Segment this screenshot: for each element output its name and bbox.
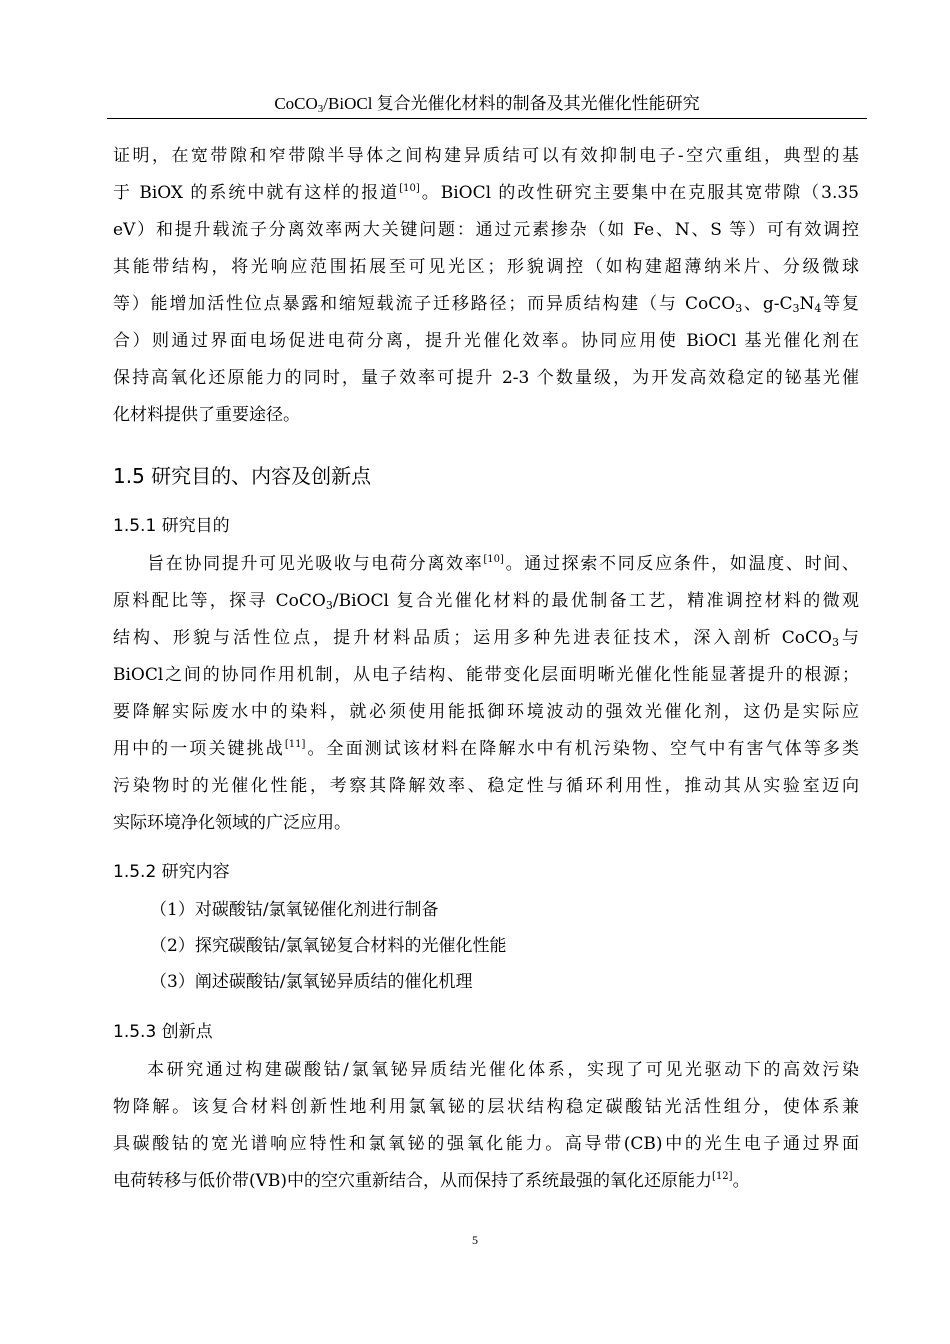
text-segment: 于 BiOX 的系统中就有这样的报道 [113,183,400,203]
text-line [113,546,859,583]
text-line: 具碳酸钴的宽光谱响应特性和氯氧铋的强氧化能力。高导带(CB)中的光生电子通过界面 [113,1134,859,1154]
header-rule [107,118,867,119]
text-line [113,731,859,768]
citation-ref: [11] [284,739,306,750]
page-number: 5 [472,1233,478,1247]
header-subscript: 3 [317,103,324,115]
text-line: BiOCl之间的协同作用机制，从电子结构、能带变化层面明晰光催化性能显著提升的根源； [113,665,859,685]
text-segment: 等）能增加活性位点暴露和缩短载流子迁移路径；而异质结构建（与 CoCO [113,294,736,314]
text-segment: 。BiOCl 的改性研究主要集中在克服其宽带隙（3.35 [419,183,859,203]
citation-ref: [10] [483,554,504,565]
text-segment: 用中的一项关键挑战 [113,739,285,759]
text-segment: N [799,294,815,314]
section-heading-1-5: 1.5 研究目的、内容及创新点 [113,464,372,488]
text-line [113,620,859,657]
subscript: 3 [325,599,333,612]
text-line: 其能带结构，将光响应范围拓展至可见光区；形貌调控（如构建超薄纳米片、分级微球 [113,257,859,277]
text-segment: 电荷转移与低价带(VB)中的空穴重新结合，从而保持了系统最强的氧化还原能力 [113,1171,713,1191]
subscript: 3 [735,302,743,315]
text-line: 实际环境净化领域的广泛应用。 [113,813,351,833]
text-line: 要降解实际废水中的染料，就必须使用能抵御环境波动的强效光催化剂，这仍是实际应 [113,702,859,722]
text-segment: 。 [732,1171,750,1191]
section-heading-1-5-2: 1.5.2 研究内容 [113,862,230,882]
text-line: eV）和提升载流子分离效率两大关键问题：通过元素掺杂（如 Fe、N、S 等）可有效调控 [113,220,859,240]
text-line: 污染物时的光催化性能，考察其降解效率、稳定性与循环利用性，推动其从实验室迈向 [113,776,859,796]
text-line: 化材料提供了重要途径。 [113,405,300,425]
text-segment: 。全面测试该材料在降解水中有机污染物、空气中有害气体等多类 [305,739,860,759]
text-segment: 旨在协同提升可见光吸收与电荷分离效率 [147,554,484,574]
header-title-part: CoCO [274,94,318,113]
text-line [113,583,859,620]
text-line: 保持高氧化还原能力的同时，量子效率可提升 2-3 个数量级，为开发高效稳定的铋基光催 [113,368,859,388]
text-line: 证明，在宽带隙和窄带隙半导体之间构建异质结可以有效抑制电子-空穴重组，典型的基 [113,146,859,166]
text-segment: 与 [838,628,859,648]
text-line: 本研究通过构建碳酸钴/氯氧铋异质结光催化体系，实现了可见光驱动下的高效污染 [147,1060,859,1080]
text-segment: 。通过探索不同反应条件，如温度、时间、 [503,554,859,574]
subscript: 3 [792,302,800,315]
text-line: 物降解。该复合材料创新性地利用氯氧铋的层状结构稳定碳酸钴光活性组分，使体系兼 [113,1097,859,1117]
text-segment: /BiOCl 复合光催化材料的最优制备工艺，精准调控材料的微观 [332,591,859,611]
section-heading-1-5-1: 1.5.1 研究目的 [113,516,230,536]
text-segment: 原料配比等，探寻 CoCO [113,591,326,611]
text-line: 合）则通过界面电场促进电荷分离，提升光催化效率。协同应用使 BiOCl 基光催化剂在 [113,331,859,351]
list-item: （1）对碳酸钴/氯氧铋催化剂进行制备 [150,900,439,920]
list-item: （3）阐述碳酸钴/氯氧铋异质结的催化机理 [150,972,473,992]
citation-ref: [12] [712,1171,733,1182]
list-item: （2）探究碳酸钴/氯氧铋复合材料的光催化性能 [150,936,507,956]
text-line [113,1163,859,1200]
running-header [107,92,867,116]
header-title-part: /BiOCl 复合光催化材料的制备及其光催化性能研究 [323,94,700,113]
innovation-paragraph [113,1052,859,1200]
subscript: 3 [831,636,839,649]
subscript: 4 [814,302,822,315]
text-segment: 、g-C [742,294,793,314]
research-purpose-paragraph [113,546,859,842]
text-line [113,286,859,323]
intro-paragraph [113,138,859,434]
text-segment: 结构、形貌与活性位点，提升材料品质；运用多种先进表征技术，深入剖析 CoCO [113,628,832,648]
text-segment: 等复 [821,294,860,314]
citation-ref: [10] [399,183,420,194]
text-line [113,175,859,212]
section-heading-1-5-3: 1.5.3 创新点 [113,1022,213,1042]
